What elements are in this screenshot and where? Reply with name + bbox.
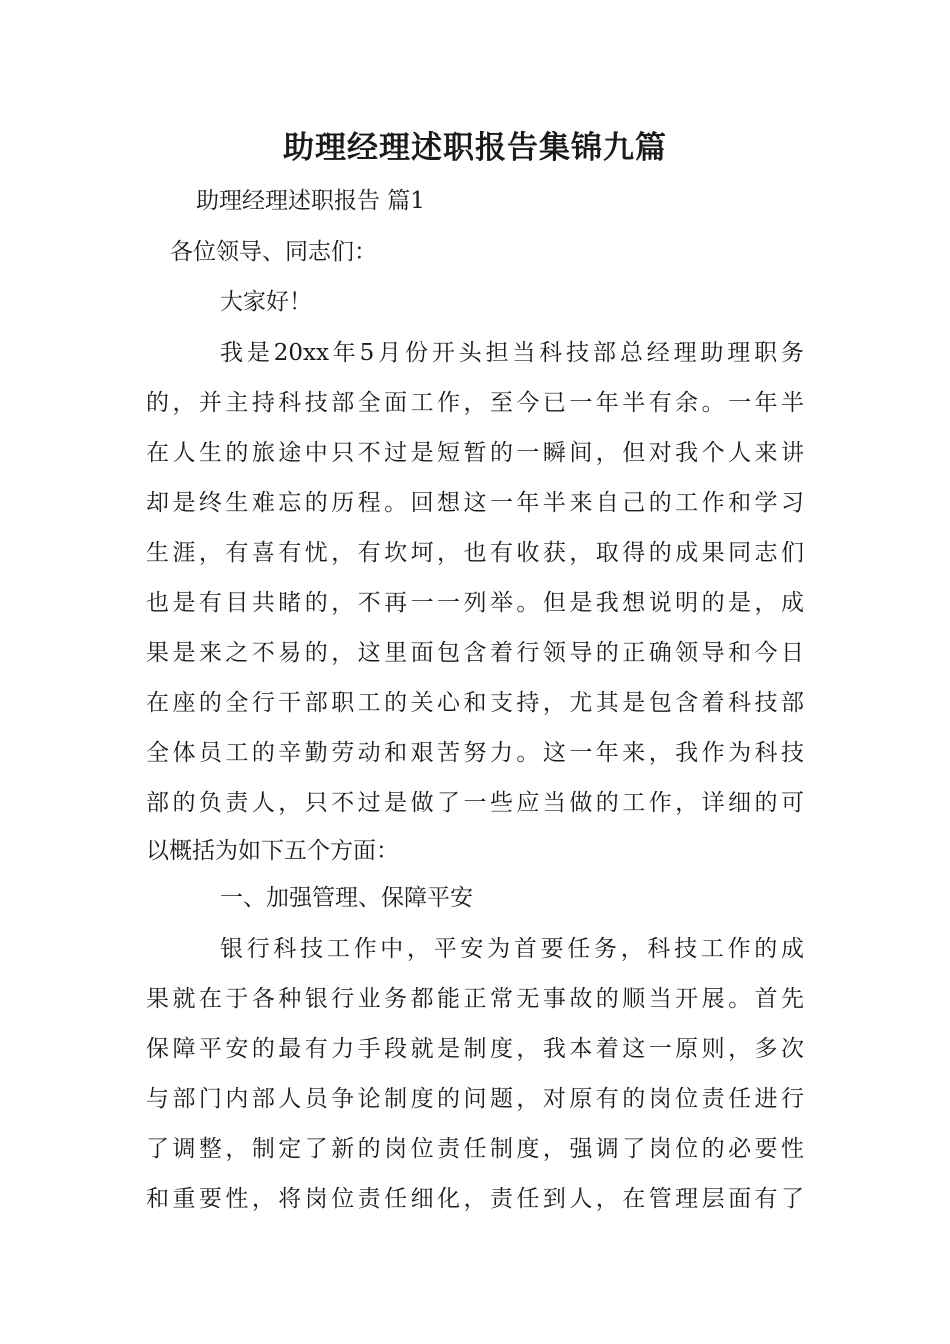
section-heading: 一、加强管理、保障平安 [220,885,473,911]
paragraph-2-line: 与部门内部人员争论制度的问题，对原有的岗位责任进行 [146,1086,804,1112]
paragraph-1-line: 在座的全行干部职工的关心和支持，尤其是包含着科技部 [146,690,804,716]
paragraph-1-line: 的，并主持科技部全面工作，至今已一年半有余。一年半 [146,390,804,416]
paragraph-1-line: 也是有目共睹的，不再一一列举。但是我想说明的是，成 [146,590,804,616]
report-subtitle: 助理经理述职报告 篇1 [196,188,425,214]
paragraph-2-line: 保障平安的最有力手段就是制度，我本着这一原则，多次 [146,1036,804,1062]
paragraph-2-line: 了调整，制定了新的岗位责任制度，强调了岗位的必要性 [146,1136,804,1162]
paragraph-1-line: 生涯，有喜有忧，有坎坷，也有收获，取得的成果同志们 [146,540,804,566]
paragraph-1-line: 部的负责人，只不过是做了一些应当做的工作，详细的可 [146,790,804,816]
paragraph-2-line: 和重要性，将岗位责任细化，责任到人，在管理层面有了 [146,1186,804,1212]
paragraph-1-line: 我是20xx年5月份开头担当科技部总经理助理职务 [220,340,804,366]
paragraph-1-line: 却是终生难忘的历程。回想这一年半来自己的工作和学习 [146,490,804,516]
paragraph-1-line: 果是来之不易的，这里面包含着行领导的正确领导和今日 [146,640,804,666]
paragraph-1-line: 以概括为如下五个方面： [146,838,399,864]
document-title: 助理经理述职报告集锦九篇 [283,130,667,166]
paragraph-2-line: 果就在于各种银行业务都能正常无事故的顺当开展。首先 [146,986,804,1012]
paragraph-2-line: 银行科技工作中，平安为首要任务，科技工作的成 [220,936,804,962]
greeting: 大家好！ [220,289,312,315]
paragraph-1-line: 在人生的旅途中只不过是短暂的一瞬间，但对我个人来讲 [146,440,804,466]
salutation: 各位领导、同志们： [170,239,377,265]
paragraph-1-line: 全体员工的辛勤劳动和艰苦努力。这一年来，我作为科技 [146,740,804,766]
